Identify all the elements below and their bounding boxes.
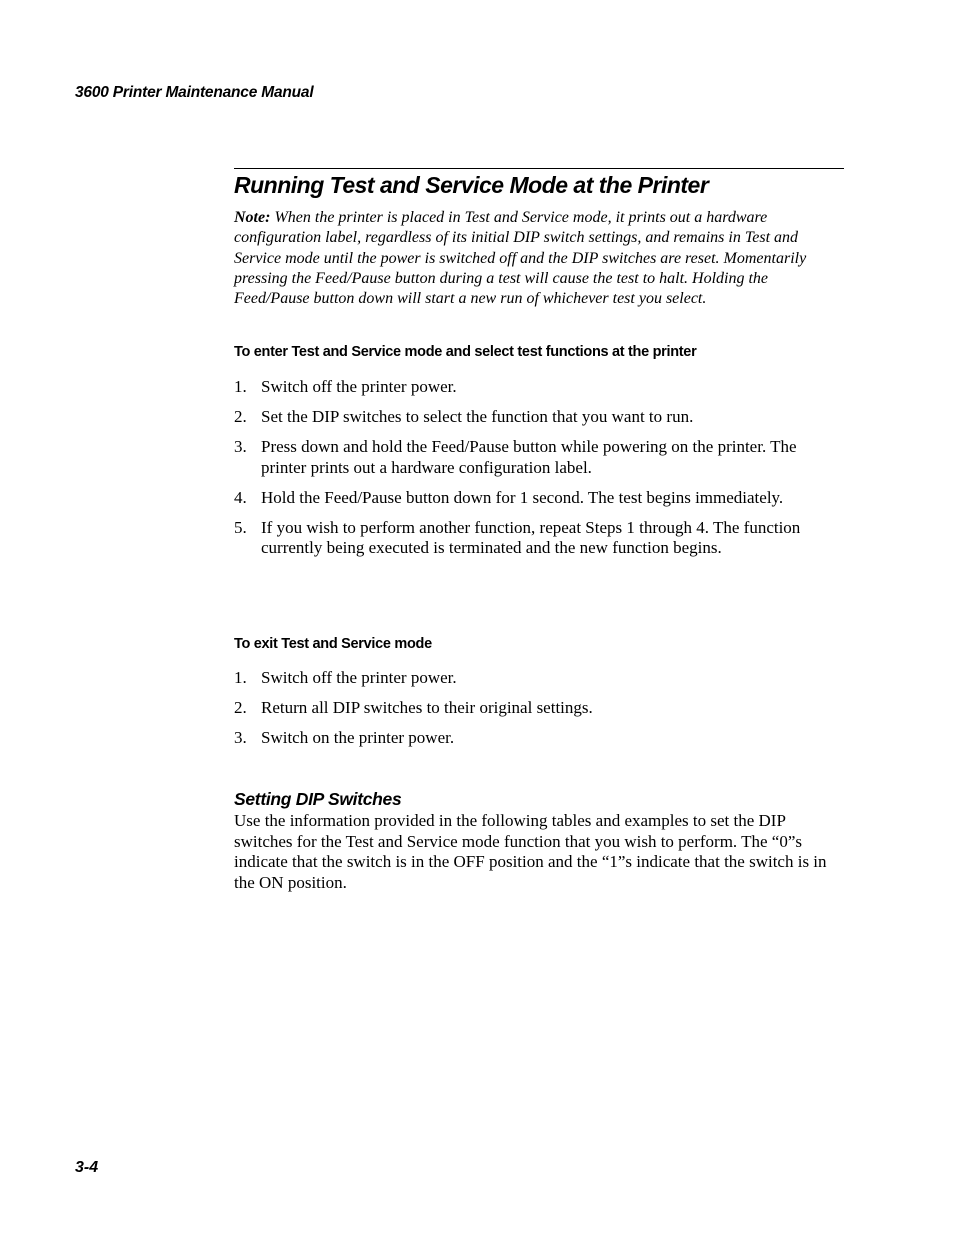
step-number: 2. — [234, 407, 247, 426]
step-text: Switch on the printer power. — [261, 728, 455, 747]
step-text: Hold the Feed/Pause button down for 1 second. The test begins immediately. — [261, 487, 784, 507]
step-number: 1. — [234, 668, 247, 687]
step-number: 3. — [234, 437, 247, 456]
step-text: Return all DIP switches to their original settings. — [261, 698, 593, 717]
exit-procedure-heading: To exit Test and Service mode — [234, 636, 432, 652]
section-title: Running Test and Service Mode at the Printer — [234, 172, 709, 198]
step-number: 4. — [234, 487, 247, 507]
list-item — [234, 518, 834, 559]
running-header: 3600 Printer Maintenance Manual — [75, 84, 314, 101]
list-item — [234, 488, 834, 509]
step-text: Set the DIP switches to select the function that you want to run. — [261, 407, 694, 426]
list-item — [234, 728, 834, 749]
step-number: 1. — [234, 377, 247, 396]
subsection-title: Setting DIP Switches — [234, 789, 402, 809]
page-number: 3-4 — [75, 1159, 99, 1176]
section-rule — [234, 168, 844, 169]
step-text: If you wish to perform another function, repeat Steps 1 through 4. The function currently being executed is terminated and the new function begins. — [261, 517, 801, 557]
list-item — [234, 377, 834, 398]
step-text: Switch off the printer power. — [261, 668, 457, 687]
list-item — [234, 698, 834, 719]
note-label: Note: — [234, 209, 271, 226]
enter-procedure-heading: To enter Test and Service mode and select test functions at the printer — [234, 344, 697, 360]
list-item — [234, 437, 834, 478]
note-paragraph — [234, 208, 844, 309]
list-item — [234, 407, 834, 428]
step-text: Switch off the printer power. — [261, 377, 457, 396]
dip-body-paragraph: Use the information provided in the following tables and examples to set the DIP switches for the Test and Service mode function that you wish to perform. The “0”s indicate that the switch is in the OFF position and the “1”s indicate that the switch is in the ON position. — [234, 811, 827, 892]
step-text: Press down and hold the Feed/Pause button while powering on the printer. The printer prints out a hardware configuration label. — [261, 437, 797, 477]
step-number: 3. — [234, 728, 247, 747]
note-text: When the printer is placed in Test and Service mode, it prints out a hardware configuration label, regardless of its initial DIP switch settings, and remains in Test and Service mode until the power is switched off and the DIP switches are reset. Momentarily pressing the Feed/Pause button during a test will cause the test to halt. Holding the Feed/Pause button down will start a new run of whichever test you select. — [234, 209, 807, 308]
step-number: 2. — [234, 698, 247, 717]
list-item — [234, 668, 834, 689]
enter-steps-list — [234, 377, 834, 568]
step-number: 5. — [234, 517, 247, 537]
exit-steps-list — [234, 668, 834, 758]
